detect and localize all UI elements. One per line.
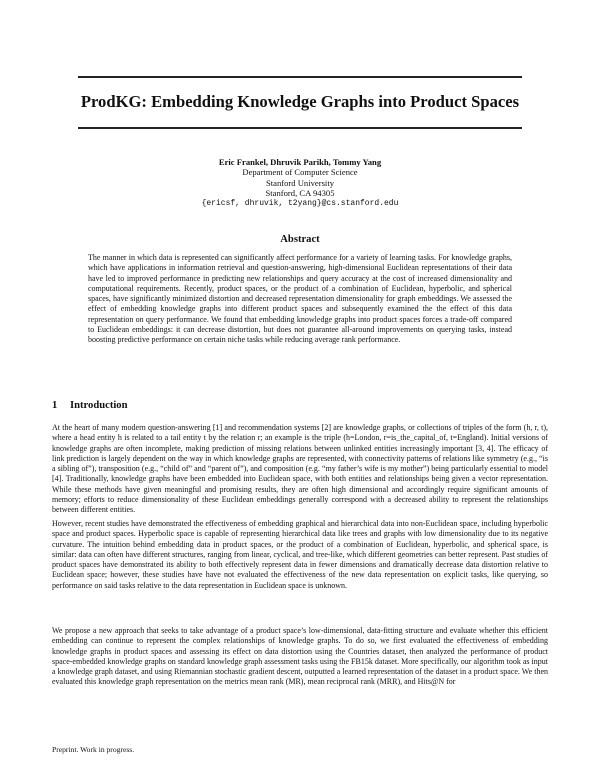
section-number: 1: [52, 400, 58, 411]
section-title: Introduction: [70, 400, 128, 411]
section-heading: [52, 400, 128, 411]
abstract-text: The manner in which data is represented can significantly affect performance for a variety of learning tasks. For knowledge graphs, which have applications in information retrieval and question-answering, high-dimensional Euclidean representations of their data have led to improved performance in predicting new relationships and query accuracy at the cost of increased dimensionality and computational requirements. Recently, product spaces, or the product of a combination of Euclidean, hyperbolic, and spherical spaces, have significantly minimized distortion and decreased representation dimensionality for graph embeddings. We assessed the effect of embedding knowledge graphs into different product spaces and subsequently examined the the effect of this data representation on query performance. We found that embedding knowledge graphs into product spaces forces a trade-off compared to Euclidean embeddings: it can decrease distortion, but does not guarantee all-around improvements on querying tasks, instead boosting predictive performance on certain niche tasks while reducing average rank performance.: [88, 253, 512, 345]
abstract-heading: Abstract: [280, 234, 320, 245]
author-location: Stanford, CA 94305: [265, 188, 335, 199]
intro-paragraph-1: At the heart of many modern question-answering [1] and recommendation systems [2] are knowledge graphs, or collections of triples of the form (h, r, t), where a head entity h is related to a tail entity t by the relation r; an example is the triple (h=London, r=is_the_capital_of, t=England). Initial versions of knowledge graphs are often incomplete, making prediction of missing relations between unlinked entities increasingly important [3, 4]. The efficacy of link prediction is largely dependent on the way in which knowledge graphs are represented, with connectivity patterns of relations like symmetry (e.g., “is a sibling of”), transposition (e.g., “child of” and “parent of”), and composition (e.g. “my father’s wife is my mother”) being particularly essential to model [4]. Traditionally, knowledge graphs have been embedded into Euclidean space, with both entities and relationships being given a vector representation. While these methods have given meaningful and promising results, they are often high dimensional and accordingly require significant amounts of memory; efforts to reduce dimensionality of these Euclidean embeddings generally correspond with a decreased ability to represent the relationships between different entities.: [52, 423, 548, 515]
title-rule-top: [78, 76, 522, 78]
title-rule-bottom: [78, 127, 522, 129]
author-university: Stanford University: [265, 177, 335, 188]
author-block: [100, 157, 500, 209]
intro-paragraph-2: However, recent studies have demonstrated the effectiveness of embedding graphical and hierarchical data into non-Euclidean space, including hyperbolic space and product spaces. Hyperbolic space is capable of representing hierarchical data like trees and graphs with low dimensionality due to its negative curvature. The intuition behind embedding data in product spaces, or the product of a combination of Euclidean, hyperbolic, and spherical space, is similar: data can often have different structures, ranging from linear, cyclical, and tree-like, which different geometries can better represent. Past studies of product spaces have demonstrated its ability to both effectively represent data in fewer dimensions and dramatically decrease data distortion relative to Euclidean space; however, these studies have have not evaluated the effectiveness of the new data representation on explicit tasks, like querying, so performance on said tasks relative to the data representation in Euclidean space is unknown.: [52, 519, 548, 590]
preprint-footnote: Preprint. Work in progress.: [52, 745, 135, 754]
author-email: {ericsf, dhruvik, t2yang}@cs.stanford.edu: [201, 198, 399, 208]
intro-paragraph-3: We propose a new approach that seeks to take advantage of a product space’s low-dimensional, data-fitting structure and evaluate whether this efficient embedding can continue to represent the complex relationships of knowledge graphs. To do so, we first evaluated the effectiveness of embedding knowledge graphs in product spaces and assessing its effect on data distortion using the Countries dataset, then analyzed the performance of product space-embedded knowledge graphs on standard knowledge graph assessment tasks using the FB15k dataset. More specifically, our algorithm took as input a knowledge graph dataset, and using Riemannian stochastic gradient descent, outputted a learned representation of the dataset in a product space. We then evaluated this knowledge graph representation on the metrics mean rank (MR), mean reciprocal rank (MRR), and Hits@N for: [52, 626, 548, 687]
paper-title: ProdKG: Embedding Knowledge Graphs into Product Spaces: [80, 92, 520, 111]
author-department: Department of Computer Science: [242, 167, 358, 178]
author-names: Eric Frankel, Dhruvik Parikh, Tommy Yang: [218, 157, 382, 167]
